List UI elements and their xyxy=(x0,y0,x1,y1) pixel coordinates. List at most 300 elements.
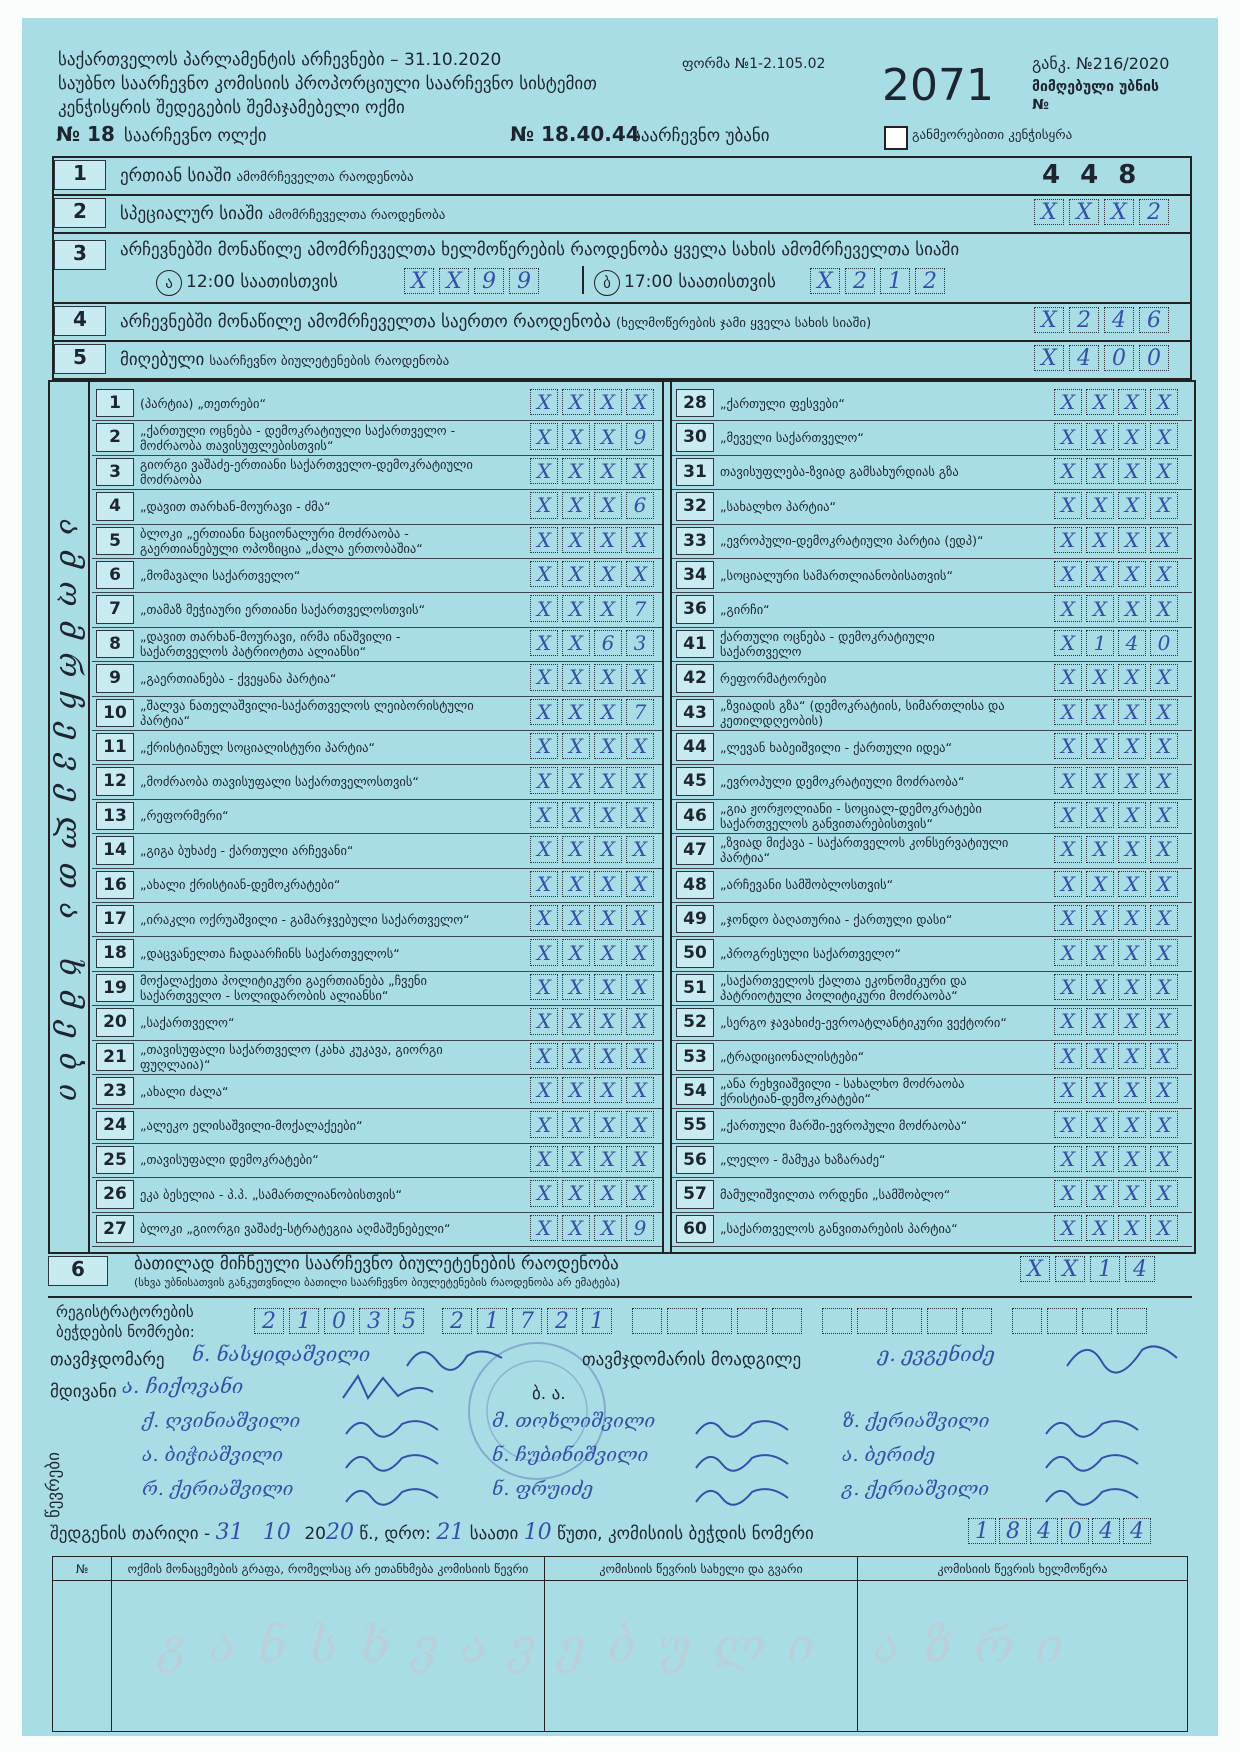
vote-digit-cell[interactable]: X xyxy=(530,871,558,897)
vote-digit-cell[interactable]: X xyxy=(530,802,558,828)
vote-digit-cell[interactable]: 0 xyxy=(1150,630,1178,656)
vote-digit-cell[interactable]: X xyxy=(1054,905,1082,931)
vote-digit-cell[interactable]: X xyxy=(562,871,590,897)
vote-digit-cell[interactable]: 1 xyxy=(1086,630,1114,656)
vote-digit-cell[interactable]: X xyxy=(562,905,590,931)
vote-digit-cell[interactable]: X xyxy=(594,802,622,828)
registrar-seal-1[interactable]: 2 1 0 3 5 xyxy=(254,1308,429,1334)
vote-digit-cell[interactable]: X xyxy=(626,974,654,1000)
party-vote-cells[interactable] xyxy=(530,905,658,931)
vote-digit-cell[interactable]: X xyxy=(1054,802,1082,828)
vote-digit-cell[interactable]: X xyxy=(626,458,654,484)
vote-digit-cell[interactable]: X xyxy=(1150,1043,1178,1069)
party-vote-cells[interactable] xyxy=(1054,1008,1182,1034)
party-vote-cells[interactable] xyxy=(530,733,658,759)
party-number: 43 xyxy=(676,699,714,727)
vote-digit-cell[interactable]: X xyxy=(562,664,590,690)
vote-digit-cell[interactable]: X xyxy=(626,389,654,415)
vote-digit-cell[interactable]: X xyxy=(1118,595,1146,621)
vote-digit-cell[interactable]: X xyxy=(1086,389,1114,415)
vote-digit-cell[interactable]: 6 xyxy=(594,630,622,656)
vote-digit-cell[interactable]: X xyxy=(1118,1043,1146,1069)
vote-digit-cell[interactable]: X xyxy=(1086,664,1114,690)
party-number: 45 xyxy=(676,767,714,795)
vote-digit-cell[interactable]: X xyxy=(626,871,654,897)
party-vote-cells[interactable] xyxy=(530,527,658,553)
party-vote-cells[interactable] xyxy=(1054,802,1182,828)
party-vote-cells[interactable] xyxy=(1054,974,1182,1000)
party-row xyxy=(92,420,662,455)
vote-digit-cell[interactable]: X xyxy=(1118,1077,1146,1103)
vote-digit-cell[interactable]: X xyxy=(626,1180,654,1206)
vote-digit-cell[interactable]: X xyxy=(530,492,558,518)
time-minute: 10 xyxy=(523,1520,552,1545)
vote-digit-cell[interactable]: X xyxy=(562,699,590,725)
vote-digit-cell[interactable]: X xyxy=(1086,836,1114,862)
vote-digit-cell[interactable]: 6 xyxy=(626,492,654,518)
party-number: 42 xyxy=(676,664,714,692)
vote-digit-cell[interactable]: X xyxy=(1118,1215,1146,1241)
vote-digit-cell[interactable]: X xyxy=(530,1111,558,1137)
row-4 xyxy=(52,302,1192,342)
vote-digit-cell[interactable]: X xyxy=(1086,974,1114,1000)
vote-digit-cell[interactable]: X xyxy=(562,630,590,656)
vote-digit-cell[interactable]: 7 xyxy=(626,595,654,621)
vote-digit-cell[interactable]: X xyxy=(1150,699,1178,725)
party-vote-cells[interactable] xyxy=(1054,1215,1182,1241)
vote-digit-cell[interactable]: X xyxy=(530,699,558,725)
member-name: ნ. ჩუბინიშვილი xyxy=(492,1444,649,1466)
party-vote-cells[interactable] xyxy=(1054,664,1182,690)
vote-digit-cell[interactable]: X xyxy=(562,1043,590,1069)
vote-digit-cell[interactable]: X xyxy=(1150,561,1178,587)
vote-digit-cell[interactable]: X xyxy=(530,767,558,793)
vote-digit-cell[interactable]: X xyxy=(626,527,654,553)
party-number: 6 xyxy=(96,561,134,589)
party-vote-cells[interactable] xyxy=(530,492,658,518)
vote-digit-cell[interactable]: X xyxy=(626,1043,654,1069)
row-3-b-value[interactable]: X 2 1 2 xyxy=(810,268,950,294)
party-row xyxy=(672,1074,1192,1109)
party-vote-cells[interactable] xyxy=(530,699,658,725)
vote-digit-cell[interactable]: X xyxy=(1150,458,1178,484)
vote-digit-cell[interactable]: X xyxy=(1118,561,1146,587)
party-vote-cells[interactable] xyxy=(530,767,658,793)
precinct-number: № 18.40.44 xyxy=(510,122,640,146)
vote-digit-cell[interactable]: X xyxy=(594,905,622,931)
row-5-value[interactable]: X 4 0 0 xyxy=(1034,345,1174,371)
vote-digit-cell[interactable]: X xyxy=(594,527,622,553)
vote-digit-cell[interactable]: X xyxy=(530,527,558,553)
vote-digit-cell[interactable]: X xyxy=(1086,905,1114,931)
vote-digit-cell[interactable]: X xyxy=(594,595,622,621)
vote-digit-cell[interactable]: X xyxy=(562,423,590,449)
party-number: 57 xyxy=(676,1180,714,1208)
vote-digit-cell[interactable]: X xyxy=(1086,527,1114,553)
party-vote-cells[interactable] xyxy=(1054,630,1182,656)
vote-digit-cell[interactable]: X xyxy=(530,458,558,484)
party-row xyxy=(672,696,1192,731)
vote-digit-cell[interactable]: X xyxy=(1150,974,1178,1000)
vote-digit-cell[interactable]: X xyxy=(1086,423,1114,449)
vote-digit-cell[interactable]: X xyxy=(626,767,654,793)
vote-digit-cell[interactable]: X xyxy=(530,595,558,621)
party-number: 32 xyxy=(676,492,714,520)
party-row xyxy=(672,558,1192,593)
vote-digit-cell[interactable]: X xyxy=(1150,939,1178,965)
vote-digit-cell[interactable]: X xyxy=(1118,699,1146,725)
vote-digit-cell[interactable]: X xyxy=(562,492,590,518)
vote-digit-cell[interactable]: X xyxy=(1150,733,1178,759)
vote-digit-cell[interactable]: X xyxy=(1054,871,1082,897)
vote-digit-cell[interactable]: X xyxy=(1086,767,1114,793)
vote-digit-cell[interactable]: X xyxy=(594,664,622,690)
vote-digit-cell[interactable]: X xyxy=(530,939,558,965)
vote-digit-cell[interactable]: X xyxy=(1054,939,1082,965)
vote-digit-cell[interactable]: X xyxy=(594,974,622,1000)
vote-digit-cell[interactable]: X xyxy=(562,458,590,484)
recount-checkbox[interactable] xyxy=(884,126,908,150)
vote-digit-cell[interactable]: X xyxy=(1118,802,1146,828)
vote-digit-cell[interactable]: X xyxy=(594,389,622,415)
party-vote-cells[interactable] xyxy=(1054,389,1182,415)
party-vote-cells[interactable] xyxy=(530,389,658,415)
vote-digit-cell[interactable]: X xyxy=(1086,939,1114,965)
vote-digit-cell[interactable]: X xyxy=(562,527,590,553)
vote-digit-cell[interactable]: X xyxy=(1054,630,1082,656)
party-name: „დაცვანელთა ჩადაარჩინს საქართველოს“ xyxy=(140,946,400,962)
annex-number: განკ. №216/2020 xyxy=(1032,54,1170,73)
vote-digit-cell[interactable]: X xyxy=(626,561,654,587)
party-vote-cells[interactable] xyxy=(1054,423,1182,449)
vote-digit-cell[interactable]: X xyxy=(1118,905,1146,931)
vote-digit-cell[interactable]: X xyxy=(562,1111,590,1137)
vote-digit-cell[interactable]: X xyxy=(1118,836,1146,862)
vote-digit-cell[interactable]: X xyxy=(626,836,654,862)
vote-digit-cell[interactable]: X xyxy=(594,871,622,897)
row-6-title: ბათილად მიჩნეული საარჩევნო ბიულეტენების რაოდენობა xyxy=(134,1254,619,1274)
vote-digit-cell[interactable]: X xyxy=(1118,1008,1146,1034)
vote-digit-cell[interactable]: X xyxy=(1054,767,1082,793)
vote-digit-cell[interactable]: X xyxy=(626,664,654,690)
vote-digit-cell[interactable]: 4 xyxy=(1118,630,1146,656)
party-vote-cells[interactable] xyxy=(530,1077,658,1103)
vote-digit-cell[interactable]: X xyxy=(1086,699,1114,725)
vote-digit-cell[interactable]: X xyxy=(1086,1146,1114,1172)
party-row xyxy=(92,1212,662,1247)
vote-digit-cell[interactable]: X xyxy=(530,836,558,862)
vote-digit-cell[interactable]: X xyxy=(562,939,590,965)
vote-digit-cell[interactable]: X xyxy=(1150,836,1178,862)
vote-digit-cell[interactable]: X xyxy=(1054,1111,1082,1137)
vote-digit-cell[interactable]: X xyxy=(594,767,622,793)
party-vote-cells[interactable] xyxy=(1054,492,1182,518)
vote-digit-cell[interactable]: X xyxy=(1086,561,1114,587)
vote-digit-cell[interactable]: X xyxy=(1118,733,1146,759)
party-vote-cells[interactable] xyxy=(530,1215,658,1241)
vote-digit-cell[interactable]: X xyxy=(594,561,622,587)
vote-digit-cell[interactable]: X xyxy=(1150,595,1178,621)
party-vote-cells[interactable] xyxy=(1054,595,1182,621)
vote-digit-cell[interactable]: X xyxy=(1150,527,1178,553)
vote-digit-cell[interactable]: X xyxy=(562,561,590,587)
vote-digit-cell[interactable]: 9 xyxy=(626,1215,654,1241)
party-vote-cells[interactable] xyxy=(530,423,658,449)
commission-seal-number[interactable]: 1 8 4 0 4 4 xyxy=(968,1518,1154,1544)
vote-digit-cell[interactable]: X xyxy=(626,905,654,931)
vote-digit-cell[interactable]: X xyxy=(1118,389,1146,415)
vote-digit-cell[interactable]: X xyxy=(1150,802,1178,828)
party-vote-cells[interactable] xyxy=(1054,561,1182,587)
vote-digit-cell[interactable]: X xyxy=(562,802,590,828)
vote-digit-cell[interactable]: X xyxy=(594,1111,622,1137)
vote-digit-cell[interactable]: X xyxy=(594,423,622,449)
vote-digit-cell[interactable]: X xyxy=(562,836,590,862)
vote-digit-cell[interactable]: X xyxy=(594,458,622,484)
vote-digit-cell[interactable]: X xyxy=(1150,492,1178,518)
vote-digit-cell[interactable]: X xyxy=(1118,974,1146,1000)
vote-digit-cell[interactable]: X xyxy=(1086,1077,1114,1103)
vote-digit-cell[interactable]: X xyxy=(1150,1146,1178,1172)
row-5-number: 5 xyxy=(54,344,106,374)
vote-digit-cell[interactable]: X xyxy=(562,1180,590,1206)
vote-digit-cell[interactable]: X xyxy=(1118,458,1146,484)
party-name: „ირაკლი ოქრუაშვილი - გამარჯვებული საქართველო“ xyxy=(140,911,470,927)
party-vote-cells[interactable] xyxy=(1054,1043,1182,1069)
vote-digit-cell[interactable]: X xyxy=(626,939,654,965)
registrar-seal-3[interactable] xyxy=(632,1308,807,1334)
vote-digit-cell[interactable]: X xyxy=(1054,423,1082,449)
party-vote-cells[interactable] xyxy=(530,974,658,1000)
vote-digit-cell[interactable]: X xyxy=(626,802,654,828)
vote-digit-cell[interactable]: X xyxy=(1150,1077,1178,1103)
vote-digit-cell[interactable]: X xyxy=(1150,871,1178,897)
vote-digit-cell[interactable]: X xyxy=(562,595,590,621)
row-4-value[interactable]: X 2 4 6 xyxy=(1034,307,1174,333)
vote-digit-cell[interactable]: 7 xyxy=(626,699,654,725)
vote-digit-cell[interactable]: X xyxy=(562,767,590,793)
vote-digit-cell[interactable]: X xyxy=(562,733,590,759)
vote-digit-cell[interactable]: X xyxy=(1118,1146,1146,1172)
party-vote-cells[interactable] xyxy=(1054,699,1182,725)
vote-digit-cell[interactable]: X xyxy=(530,905,558,931)
party-row xyxy=(672,524,1192,559)
vote-digit-cell[interactable]: X xyxy=(530,1146,558,1172)
party-vote-cells[interactable] xyxy=(1054,527,1182,553)
party-number: 16 xyxy=(96,871,134,899)
vote-digit-cell[interactable]: X xyxy=(1150,389,1178,415)
vote-digit-cell[interactable]: X xyxy=(1150,1180,1178,1206)
vote-digit-cell[interactable]: X xyxy=(594,699,622,725)
party-vote-cells[interactable] xyxy=(530,664,658,690)
party-vote-cells[interactable] xyxy=(1054,1180,1182,1206)
party-vote-cells[interactable] xyxy=(530,1146,658,1172)
vote-digit-cell[interactable]: X xyxy=(1086,1215,1114,1241)
party-number: 25 xyxy=(96,1146,134,1174)
vote-digit-cell[interactable]: X xyxy=(1150,905,1178,931)
vote-digit-cell[interactable]: X xyxy=(1054,836,1082,862)
vote-digit-cell[interactable]: X xyxy=(1118,939,1146,965)
vote-digit-cell[interactable]: X xyxy=(1054,1215,1082,1241)
vote-digit-cell[interactable]: X xyxy=(530,389,558,415)
vote-digit-cell[interactable]: X xyxy=(1150,664,1178,690)
party-number: 3 xyxy=(96,458,134,486)
party-number: 12 xyxy=(96,767,134,795)
party-row xyxy=(672,764,1192,799)
vote-digit-cell[interactable]: X xyxy=(530,664,558,690)
party-vote-cells[interactable] xyxy=(530,939,658,965)
vote-digit-cell[interactable]: X xyxy=(1054,595,1082,621)
party-vote-cells[interactable] xyxy=(1054,905,1182,931)
vote-digit-cell[interactable]: X xyxy=(1054,699,1082,725)
vote-digit-cell[interactable]: X xyxy=(530,561,558,587)
party-vote-cells[interactable] xyxy=(530,458,658,484)
vote-digit-cell[interactable]: X xyxy=(1118,664,1146,690)
party-vote-cells[interactable] xyxy=(1054,1077,1182,1103)
vote-digit-cell[interactable]: X xyxy=(530,733,558,759)
vote-digit-cell[interactable]: X xyxy=(1086,458,1114,484)
vote-digit-cell[interactable]: X xyxy=(1086,1111,1114,1137)
vote-digit-cell[interactable]: X xyxy=(594,492,622,518)
vote-digit-cell[interactable]: X xyxy=(1118,423,1146,449)
vote-digit-cell[interactable]: 3 xyxy=(626,630,654,656)
party-vote-cells[interactable] xyxy=(530,595,658,621)
vote-digit-cell[interactable]: X xyxy=(1054,527,1082,553)
party-vote-cells[interactable] xyxy=(530,1111,658,1137)
vote-digit-cell[interactable]: X xyxy=(562,1008,590,1034)
vote-digit-cell[interactable]: X xyxy=(1150,423,1178,449)
registrar-seal-2[interactable]: 2 1 7 2 1 xyxy=(442,1308,617,1334)
vote-digit-cell[interactable]: X xyxy=(626,1146,654,1172)
vote-digit-cell[interactable]: X xyxy=(562,1146,590,1172)
member-name: მ. თოხლიშვილი xyxy=(492,1410,656,1432)
vote-digit-cell[interactable]: X xyxy=(530,1215,558,1241)
vote-digit-cell[interactable]: X xyxy=(1086,802,1114,828)
vote-digit-cell[interactable]: X xyxy=(1150,1008,1178,1034)
vote-digit-cell[interactable]: X xyxy=(1054,733,1082,759)
vote-digit-cell[interactable]: X xyxy=(530,1180,558,1206)
vote-digit-cell[interactable]: X xyxy=(1086,1180,1114,1206)
vote-digit-cell[interactable]: X xyxy=(1086,1008,1114,1034)
vote-digit-cell[interactable]: X xyxy=(594,1077,622,1103)
party-vote-cells[interactable] xyxy=(530,836,658,862)
vote-digit-cell[interactable]: 9 xyxy=(626,423,654,449)
party-vote-cells[interactable] xyxy=(1054,1111,1182,1137)
party-row xyxy=(672,455,1192,490)
vote-digit-cell[interactable]: X xyxy=(562,974,590,1000)
row-6-value[interactable]: X X 1 4 xyxy=(1020,1256,1160,1282)
vote-digit-cell[interactable]: X xyxy=(1086,871,1114,897)
vote-digit-cell[interactable]: X xyxy=(1118,527,1146,553)
vote-digit-cell[interactable]: X xyxy=(1118,871,1146,897)
party-vote-cells[interactable] xyxy=(530,1180,658,1206)
vote-digit-cell[interactable]: X xyxy=(1054,664,1082,690)
vote-digit-cell[interactable]: X xyxy=(1086,595,1114,621)
vote-digit-cell[interactable]: X xyxy=(1054,1008,1082,1034)
party-number: 27 xyxy=(96,1215,134,1243)
vote-digit-cell[interactable]: X xyxy=(1086,492,1114,518)
vote-digit-cell[interactable]: X xyxy=(626,1111,654,1137)
vote-digit-cell[interactable]: X xyxy=(1054,1043,1082,1069)
party-vote-cells[interactable] xyxy=(1054,871,1182,897)
party-vote-cells[interactable] xyxy=(530,1043,658,1069)
row-2-value[interactable]: X X X 2 xyxy=(1034,199,1174,225)
party-vote-cells[interactable] xyxy=(1054,939,1182,965)
party-name: „საქართველო“ xyxy=(140,1014,235,1030)
vote-digit-cell[interactable]: X xyxy=(1086,1043,1114,1069)
vote-digit-cell[interactable]: X xyxy=(530,1043,558,1069)
vote-digit-cell[interactable]: X xyxy=(594,1146,622,1172)
vote-digit-cell[interactable]: X xyxy=(1118,492,1146,518)
party-vote-cells[interactable] xyxy=(1054,1146,1182,1172)
vote-digit-cell[interactable]: X xyxy=(1054,1180,1082,1206)
vote-digit-cell[interactable]: X xyxy=(530,974,558,1000)
vote-digit-cell[interactable]: X xyxy=(626,1077,654,1103)
vote-digit-cell[interactable]: X xyxy=(1054,974,1082,1000)
party-vote-cells[interactable] xyxy=(530,871,658,897)
vote-digit-cell[interactable]: X xyxy=(1150,1215,1178,1241)
vote-digit-cell[interactable]: X xyxy=(1118,1111,1146,1137)
vote-digit-cell[interactable]: X xyxy=(1118,1180,1146,1206)
party-vote-cells[interactable] xyxy=(530,1008,658,1034)
party-vote-cells[interactable] xyxy=(1054,836,1182,862)
vote-digit-cell[interactable]: X xyxy=(1054,492,1082,518)
vote-digit-cell[interactable]: X xyxy=(562,1215,590,1241)
row-4-title: არჩევნებში მონაწილე ამომრჩეველთა საერთო რაოდენობა xyxy=(120,312,611,332)
registrar-seal-4[interactable] xyxy=(822,1308,997,1334)
vote-digit-cell[interactable]: X xyxy=(1086,733,1114,759)
party-vote-cells[interactable] xyxy=(530,630,658,656)
vote-digit-cell[interactable]: X xyxy=(594,1180,622,1206)
vote-digit-cell[interactable]: X xyxy=(1054,458,1082,484)
registrar-seal-5[interactable] xyxy=(1012,1308,1152,1334)
date-day: 31 xyxy=(215,1520,244,1545)
party-row xyxy=(672,936,1192,971)
party-row xyxy=(92,1040,662,1075)
party-vote-cells[interactable] xyxy=(1054,767,1182,793)
vote-digit-cell[interactable]: X xyxy=(562,389,590,415)
vote-digit-cell[interactable]: X xyxy=(1150,767,1178,793)
vote-digit-cell[interactable]: X xyxy=(1118,767,1146,793)
party-row xyxy=(672,868,1192,903)
vote-digit-cell[interactable]: X xyxy=(626,1008,654,1034)
vote-digit-cell[interactable]: X xyxy=(1054,1146,1082,1172)
row-3-a-value[interactable]: X X 9 9 xyxy=(404,268,544,294)
party-vote-cells[interactable] xyxy=(1054,458,1182,484)
party-vote-cells[interactable] xyxy=(1054,733,1182,759)
vote-digit-cell[interactable]: X xyxy=(1054,1077,1082,1103)
vote-digit-cell[interactable]: X xyxy=(594,1008,622,1034)
party-vote-cells[interactable] xyxy=(530,802,658,828)
vote-digit-cell[interactable]: X xyxy=(1150,1111,1178,1137)
vote-digit-cell[interactable]: X xyxy=(594,836,622,862)
vote-digit-cell[interactable]: X xyxy=(562,1077,590,1103)
party-vote-cells[interactable] xyxy=(530,561,658,587)
party-row xyxy=(92,730,662,765)
vote-digit-cell[interactable]: X xyxy=(626,733,654,759)
vote-digit-cell[interactable]: X xyxy=(594,1043,622,1069)
vote-digit-cell[interactable]: X xyxy=(1054,561,1082,587)
vote-digit-cell[interactable]: X xyxy=(594,1215,622,1241)
party-number: 60 xyxy=(676,1215,714,1243)
vote-digit-cell[interactable]: X xyxy=(530,423,558,449)
vote-digit-cell[interactable]: X xyxy=(530,1008,558,1034)
vote-digit-cell[interactable]: X xyxy=(594,733,622,759)
vote-digit-cell[interactable]: X xyxy=(530,1077,558,1103)
vote-digit-cell[interactable]: X xyxy=(1054,389,1082,415)
vote-digit-cell[interactable]: X xyxy=(530,630,558,656)
vote-digit-cell[interactable]: X xyxy=(594,939,622,965)
